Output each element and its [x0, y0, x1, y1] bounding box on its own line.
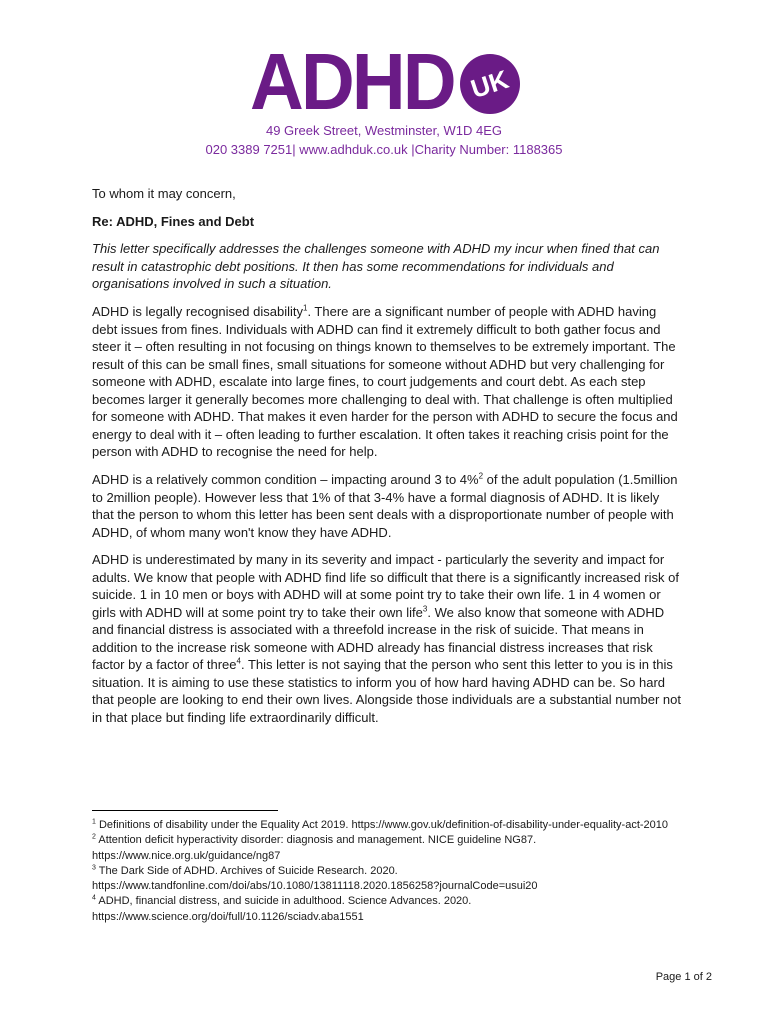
p3-text-b: . We also know that someone with ADHD and financial distress is associated with a threefold increase in the risk of suicide. That means in addition to the increase risk someone with ADHD already has financial distress increases that risk factor by a factor of three — [92, 604, 665, 672]
footnote-3 — [92, 864, 692, 895]
adhd-uk-logo — [250, 37, 535, 126]
footnote-ref-2[interactable]: 2 — [478, 471, 484, 481]
uk-badge-label: UK — [467, 63, 513, 104]
footnote-2-text[interactable]: Attention deficit hyperactivity disorder: diagnosis and management. NICE guideline NG87. https://www.nice.org.uk/guidance/ng87 — [92, 834, 537, 862]
uk-badge-icon — [460, 54, 520, 114]
footnote-4-text[interactable]: ADHD, financial distress, and suicide in adulthood. Science Advances. 2020. https://www.science.org/doi/full/10.1126/sciadv.aba1551 — [92, 895, 472, 923]
footnote-2-number: 2 — [92, 833, 96, 841]
p3-text-a: ADHD is underestimated by many in its severity and impact - particularly the severity and impact for adults. We know that people with ADHD find life so difficult that there is a significantly increased risk of suicide. 1 in 10 men or boys with ADHD will at some point try to take their own life. 1 in 4 women or girls with ADHD will at some point try to take their own life — [92, 552, 679, 620]
address-line: 49 Greek Street, Westminster, W1D 4EG — [265, 123, 502, 138]
footnote-ref-1[interactable]: 1 — [302, 303, 308, 313]
contact-line: 020 3389 7251| www.adhduk.co.uk |Charity Number: 1188365 — [205, 142, 563, 157]
footnote-ref-3[interactable]: 3 — [422, 604, 428, 614]
footnote-1-number: 1 — [92, 818, 96, 826]
footnote-4-number: 4 — [92, 894, 96, 902]
p3-text-c: . This letter is not saying that the person who sent this letter to you is in this situation. It is aiming to use these statistics to inform you of how hard having ADHD can be. So hard that people are looking to end their own lives. Alongside those individuals are a substantial number not in that place but finding life extraordinarily difficult. — [92, 657, 681, 725]
salutation: To whom it may concern, — [92, 186, 236, 201]
subject-line: Re: ADHD, Fines and Debt — [92, 214, 255, 229]
logo-wordmark: ADHD — [250, 37, 454, 126]
p2-text-a: ADHD is a relatively common condition – impacting around 3 to 4% — [92, 472, 479, 487]
footnotes — [92, 818, 692, 925]
p1-text-a: ADHD is legally recognised disability — [92, 304, 303, 319]
footnote-1-text[interactable]: Definitions of disability under the Equality Act 2019. https://www.gov.uk/definition-of-disability-under-equality-act-2010 — [95, 819, 669, 831]
page-number: Page 1 of 2 — [655, 971, 712, 983]
footnote-separator — [92, 810, 278, 811]
p2-text-b: of the adult population (1.5million to 2million people). However less that 1% of that 3-4% have a formal diagnosis of ADHD. It is likely that the person to whom this letter has been sent deals with a disproportionate number of people with ADHD, of whom many won't know they have ADHD. — [92, 472, 678, 540]
paragraph-prevalence — [92, 471, 684, 541]
footnote-3-text[interactable]: The Dark Side of ADHD. Archives of Suicide Research. 2020. https://www.tandfonline.com/doi/abs/10.1080/13811118.2020.1856258?journalCode=usui20 — [92, 864, 538, 893]
intro-paragraph: This letter specifically addresses the challenges someone with ADHD my incur when fined that can result in catastrophic debt positions. It then has some recommendations for individuals and organisations involved in such a situation. — [92, 241, 660, 291]
p1-text-b: . There are a significant number of people with ADHD having debt issues from fines. Individuals with ADHD can find it extremely difficult to both gather focus and steer it – often resulting in not focusing on things known to themselves to be extremely important. The result of this can be small fines, small situations for someone without ADHD but very challenging for someone with ADHD, escalate into large fines, to court judgements and court debt. As each step becomes larger it generally becomes more challenging to deal with. That challenge is often multiplied for someone with ADHD. That makes it even harder for the person with ADHD to secure the focus and energy to deal with it – often leading to further escalation. It often takes it reaching crisis point for the person with ADHD to recognise the need for help. — [92, 304, 678, 459]
paragraph-legal-status — [92, 303, 684, 461]
footnote-3-number: 3 — [92, 864, 96, 872]
footnote-4 — [92, 894, 692, 925]
paragraph-severity — [92, 551, 684, 726]
footnote-2 — [92, 833, 692, 864]
footnote-ref-4[interactable]: 4 — [236, 656, 241, 666]
footnote-1 — [92, 818, 692, 833]
